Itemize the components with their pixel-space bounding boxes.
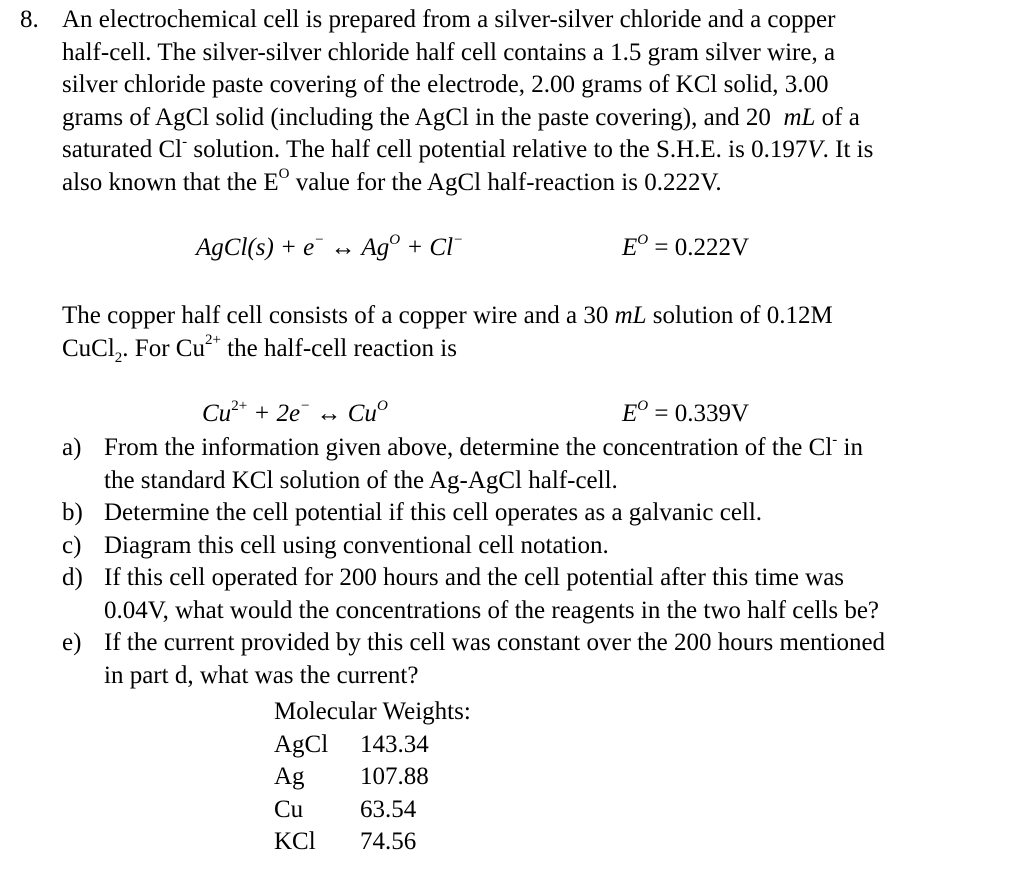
problem-number: 8.: [20, 6, 39, 33]
intro-line-2: half-cell. The silver-silver chloride half cell contains a 1.5 gram silver wire, a: [62, 38, 836, 66]
mw-row: Cu 63.54: [274, 795, 417, 823]
intro-line-3: silver chloride paste covering of the electrode, 2.00 grams of KCl solid, 3.00: [62, 71, 829, 98]
question-parts: [62, 432, 1012, 692]
equation-copper-potential: $E^O = 0.339V$: [622, 398, 750, 427]
intro-line-1: An electrochemical cell is prepared from a silver-silver chloride and a copper: [62, 6, 836, 33]
molecular-weights-title: Molecular Weights:: [274, 698, 471, 725]
part-label: b): [62, 499, 83, 526]
copper-line-2: CuCl$_2$. For $Cu^{2+}$ the half-cell reaction is: [62, 332, 457, 366]
part-label: e): [62, 629, 82, 656]
intro-line-5: saturated Cl- solution. The half cell potential relative to the S.H.E. is 0.197V. It is: [62, 133, 874, 163]
mw-row: Ag 107.88: [274, 763, 429, 790]
equation-copper: $Cu^{2+} + 2e^-$ ↔ $Cu^O$: [202, 398, 388, 427]
part-c: c) Diagram this cell using conventional cell notation.: [62, 530, 1012, 563]
mw-row: KCl 74.56: [274, 828, 417, 855]
part-label: c): [62, 531, 82, 559]
part-label: a): [62, 434, 82, 461]
part-b: b) Determine the cell potential if this cell operates as a galvanic cell.: [62, 497, 1012, 530]
part-d: d) If this cell operated for 200 hours and the cell potential after this time was 0.04V, what would the concentrations of the reagents in the two half cells be?: [62, 564, 880, 624]
problem-intro: [62, 4, 1012, 199]
molecular-weights-table: [274, 696, 471, 859]
copper-paragraph: [62, 300, 1012, 365]
part-a: a) From the information given above, determine the concentration of the Cl- in the standard KCl solution of the Ag-AgCl half-cell.: [62, 431, 863, 494]
part-label: d): [62, 564, 83, 591]
unit-ml: mL: [783, 103, 816, 131]
intro-line-4: grams of AgCl solid (including the AgCl in the paste covering), and 20 mL of a: [62, 103, 860, 131]
equation-agcl: AgCl(s) + e− ↔ $Ag^O + Cl^-$: [196, 232, 464, 261]
part-e: e) If the current provided by this cell was constant over the 200 hours mentioned in part d, what was the current?: [62, 629, 886, 689]
intro-line-6: also known that the $E^O$ value for the AgCl half-reaction is 0.222V.: [62, 166, 722, 196]
copper-line-1: The copper half cell consists of a copper wire and a 30 mL solution of 0.12M: [62, 302, 833, 329]
mw-row: AgCl 143.34: [274, 730, 429, 758]
equation-agcl-potential: $E^O = 0.222V$: [622, 232, 750, 261]
